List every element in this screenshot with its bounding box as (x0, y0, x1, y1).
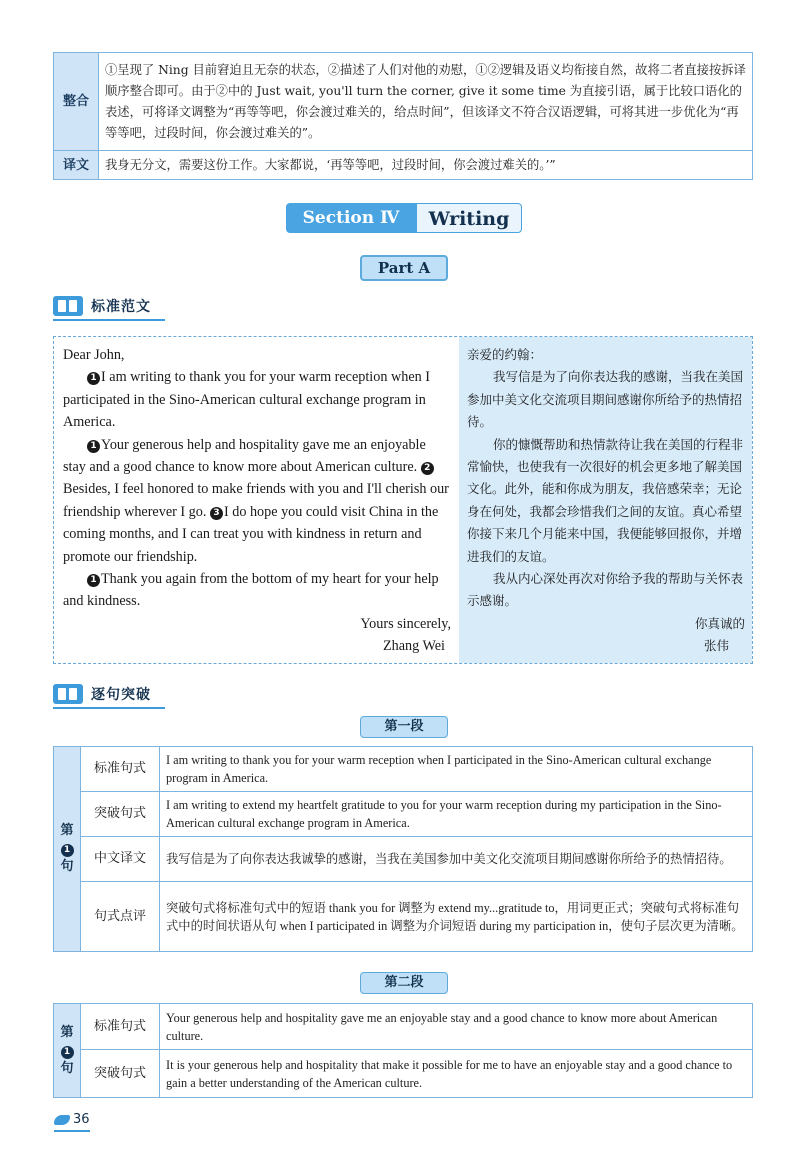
page-number-text: 36 (73, 1112, 90, 1127)
sentence-index-prefix: 第 (60, 823, 74, 838)
row-label: 突破句式 (81, 792, 160, 837)
letter-chinese (467, 344, 745, 658)
sentence-table (53, 1003, 753, 1098)
table-row (54, 792, 753, 837)
model-essay-header (53, 294, 151, 318)
header-underline (53, 319, 165, 321)
letter-paragraph-1 (63, 366, 451, 433)
sentence-index-suffix: 句 (60, 1060, 74, 1076)
sentence-text: I do hope you could visit China in the coming months, and I can treat you with kindness in return and promote our friendship. (63, 503, 439, 565)
page-number (54, 1112, 90, 1127)
row-text: 我身无分文，需要这份工作。大家都说，‘再等等吧，过段时间，你会渡过难关的。’” (99, 151, 753, 180)
row-text: I am writing to extend my heartfelt gratitude to you for your warm reception during my participation in the Sino-American cultural exchange program in America. (160, 792, 753, 837)
table-row (54, 747, 753, 792)
sentence-table (53, 746, 753, 952)
translation-paragraph-3: 我从内心深处再次对你给予我的帮助与关怀表示感谢。 (467, 571, 744, 609)
sentence-index (54, 747, 81, 952)
sentence-number-badge: 1 (87, 372, 100, 385)
table-row (54, 151, 753, 180)
translation-signature: 张伟 (703, 638, 729, 654)
sentence-index-prefix: 第 (60, 1024, 74, 1040)
table-row (54, 1004, 753, 1050)
book-icon (53, 684, 83, 704)
model-essay-heading: 标准范文 (91, 299, 151, 315)
letter-paragraph-3 (63, 568, 451, 613)
breakthrough-heading: 逐句突破 (91, 687, 151, 703)
letter-closing: Yours sincerely, (360, 615, 451, 632)
row-text: Your generous help and hospitality gave me an enjoyable stay and a good chance to know more about American culture. (160, 1004, 753, 1050)
letter-english (63, 344, 451, 658)
sentence-text: Your generous help and hospitality gave me an enjoyable stay and a good chance to know more about American culture. (63, 436, 426, 476)
table-row (54, 1050, 753, 1098)
sentence-index (54, 1004, 81, 1098)
header-underline (53, 707, 165, 709)
part-title: Part A (360, 255, 448, 281)
translation-paragraph-1: 我写信是为了向你表达我的感谢，当我在美国参加中美文化交流项目期间感谢你所给予的热情招待。 (467, 369, 744, 430)
paragraph-text: I am writing to thank you for your warm reception when I participated in the Sino-American cultural exchange program in America. (63, 369, 430, 431)
paragraph-tag: 第二段 (360, 972, 448, 994)
translation-closing: 你真诚的 (694, 615, 745, 631)
section-number: Section Ⅳ (286, 203, 416, 233)
section-title: Writing (416, 203, 522, 233)
table-row (54, 53, 753, 151)
sentence-index-badge: 1 (61, 844, 74, 857)
table-row (54, 882, 753, 952)
top-table (53, 52, 753, 180)
breakthrough-header (53, 682, 151, 706)
translation-paragraph-2: 你的慷慨帮助和热情款待让我在美国的行程非常愉快，也使我有一次很好的机会更多地了解美国文化。此外，能和你成为朋友，我倍感荣幸；无论身在何处，我都会珍惜我们之间的友谊。真心希望你接下来几个月能来中国，我便能够回报你，并增进我们的友谊。 (467, 436, 744, 564)
sentence-number-badge: 1 (87, 574, 100, 587)
row-label: 中文译文 (81, 837, 160, 882)
letter-signature: Zhang Wei (382, 638, 445, 655)
letter-salutation: Dear John, (63, 347, 125, 363)
row-label: 整合 (54, 53, 99, 151)
sentence-index-suffix: 句 (60, 859, 74, 874)
row-label: 标准句式 (81, 1004, 160, 1050)
row-text: It is your generous help and hospitality that make it possible for me to have an enjoyable stay and a good chance to gain a better understanding of the American culture. (160, 1050, 753, 1098)
letter-paragraph-2 (63, 434, 451, 568)
row-text: ①呈现了 Ning 目前窘迫且无奈的状态，②描述了人们对他的劝慰，①②逻辑及语义均衔接自然，故将二者直接按拆译顺序整合即可。由于②中的 Just wait, you'll turn the corner, give it some time 为直接引语，属于比较口语化的表述，可将译文调整为“再等等吧，你会渡过难关的，给点时间”，但该译文不符合汉语逻辑，可将其进一步优化为“再等等吧，过段时间，你会渡过难关的”。 (99, 53, 753, 151)
row-label: 标准句式 (81, 747, 160, 792)
row-text: I am writing to thank you for your warm reception when I participated in the Sino-American cultural exchange program in America. (160, 747, 753, 792)
paragraph-text: Thank you again from the bottom of my heart for your help and kindness. (63, 571, 439, 610)
row-label: 译文 (54, 151, 99, 180)
table-row (54, 837, 753, 882)
wing-icon (54, 1115, 70, 1125)
paragraph-tag: 第一段 (360, 716, 448, 738)
row-label: 突破句式 (81, 1050, 160, 1098)
row-text: 我写信是为了向你表达我诚挚的感谢，当我在美国参加中美文化交流项目期间感谢你所给予的热情招待。 (160, 837, 753, 882)
row-label: 句式点评 (81, 882, 160, 952)
translation-salutation: 亲爱的约翰： (467, 347, 543, 362)
sentence-text: Besides, I feel honored to make friends with you and I'll cherish our friendship wherever I go. (63, 481, 449, 520)
page-number-underline (54, 1130, 90, 1132)
row-text: 突破句式将标准句式中的短语 thank you for 调整为 extend my...gratitude to，用词更正式；突破句式将标准句式中的时间状语从句 when I participated in 调整为介词短语 during my participation in，使句子层次更为清晰。 (160, 882, 753, 952)
sentence-number-badge: 3 (210, 507, 223, 520)
sentence-number-badge: 1 (87, 440, 100, 453)
sentence-index-badge: 1 (61, 1046, 74, 1059)
book-icon (53, 296, 83, 316)
sentence-number-badge: 2 (421, 462, 434, 475)
